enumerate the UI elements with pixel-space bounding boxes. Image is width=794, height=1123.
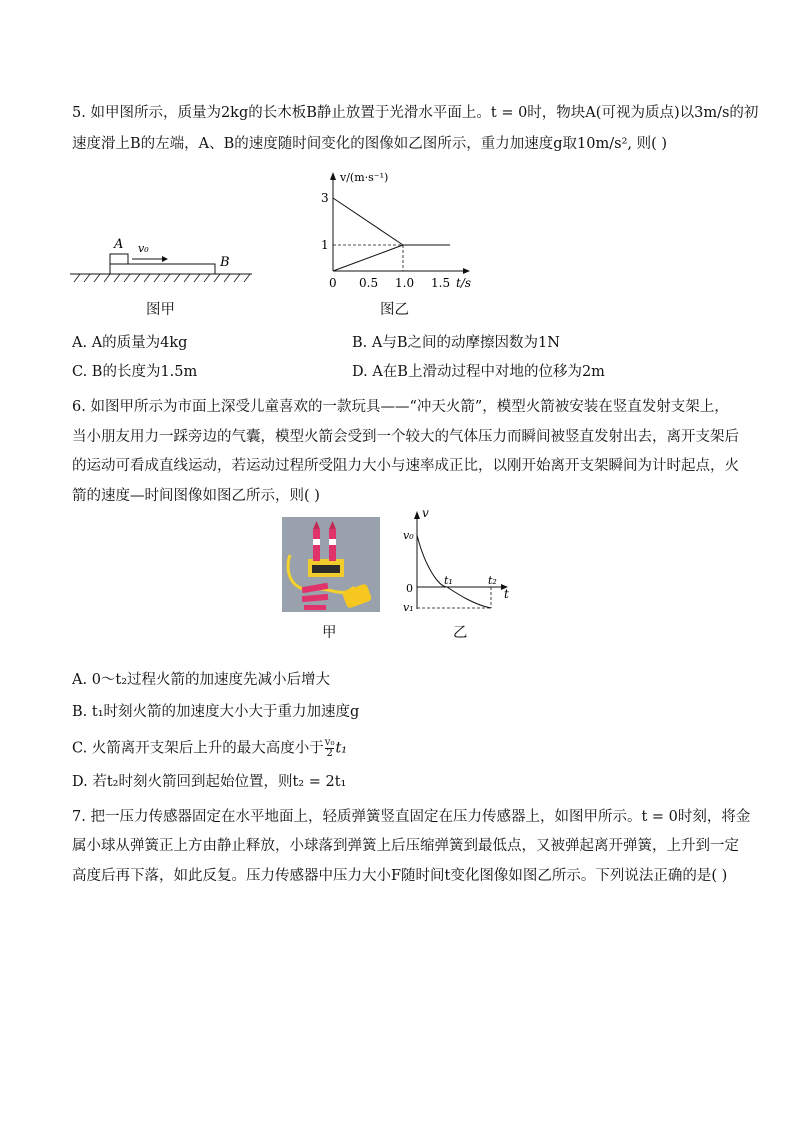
y-tick-3: 3 — [321, 191, 329, 205]
x-tick-0: 0 — [329, 276, 337, 290]
q5-line-2: 速度滑上B的左端，A、B的速度随时间变化的图像如乙图所示，重力加速度g取10m/s², 则( ) — [72, 136, 668, 152]
x-arrow-icon — [463, 268, 470, 274]
q7-line-1: 7. 把一压力传感器固定在水平地面上，轻质弹簧竖直固定在压力传感器上，如图甲所示。t = 0时刻，将金 — [72, 809, 751, 825]
line-b — [333, 245, 403, 271]
q5-option-c: C. B的长度为1.5m — [72, 364, 198, 380]
y-arrow-icon — [414, 511, 420, 519]
q5-option-a: A. A的质量为4kg — [72, 335, 188, 351]
ground-hatching — [74, 274, 250, 282]
q7-line-3: 高度后再下落，如此反复。压力传感器中压力大小F随时间t变化图像如图乙所示。下列说法正确的是( ) — [72, 868, 728, 884]
x-label: t — [504, 587, 509, 601]
q5-fig-yi — [300, 168, 490, 293]
y-label: v/(m·s⁻¹) — [340, 171, 389, 184]
q6-line-3: 的运动可看成直线运动，若运动过程所受阻力大小与速率成正比，以刚开始离开支架瞬间为计时起点，火 — [72, 458, 739, 474]
fraction-numerator: v₀ — [324, 737, 335, 748]
label-v1: v₁ — [403, 601, 414, 614]
q5-caption-jia: 图甲 — [146, 302, 175, 318]
q6-fig-yi — [395, 505, 515, 617]
label-a: A — [114, 237, 124, 252]
y-label: v — [422, 506, 429, 520]
q6-caption-yi: 乙 — [453, 625, 468, 641]
label-v0: v₀ — [403, 529, 414, 542]
q6-option-c-text: C. 火箭离开支架后上升的最大高度小于 — [72, 740, 324, 757]
board-b — [110, 264, 215, 274]
fraction-denominator: 2 — [326, 748, 333, 759]
q7-line-2: 属小球从弹簧正上方由静止释放，小球落到弹簧上后压缩弹簧到最低点，又被弹起离开弹簧，上升到一定 — [72, 838, 739, 854]
q6-line-2: 当小朋友用力一踩旁边的气囊，模型火箭会受到一个较大的气体压力而瞬间被竖直发射出去，离开支架后 — [72, 429, 739, 445]
q5-caption-yi: 图乙 — [380, 302, 409, 318]
q5-option-d: D. A在B上滑动过程中对地的位移为2m — [352, 364, 605, 380]
arrowhead-icon — [162, 256, 168, 262]
q6-line-1: 6. 如图甲所示为市面上深受儿童喜欢的一款玩具——“冲天火箭”，模型火箭被安装在竖直发射支架上， — [72, 399, 729, 415]
launcher-frame — [312, 565, 340, 573]
q5-line-1: 5. 如甲图所示，质量为2kg的长木板B静止放置于光滑水平面上。t = 0时，物块A(可视为质点)以3m/s的初 — [72, 105, 759, 121]
q6-option-a: A. 0～t₂过程火箭的加速度先减小后增大 — [72, 672, 331, 688]
q6-option-c-fraction — [325, 738, 335, 759]
label-origin: 0 — [406, 582, 413, 595]
label-b: B — [220, 255, 230, 270]
velocity-curve — [417, 535, 491, 608]
y-tick-1: 1 — [321, 238, 329, 252]
q6-option-b: B. t₁时刻火箭的加速度大小大于重力加速度g — [72, 704, 360, 720]
q5-option-b: B. A与B之间的动摩擦因数为1N — [352, 335, 560, 351]
q6-photo-rocket-toy — [282, 517, 380, 612]
x-tick-05: 0.5 — [359, 276, 379, 290]
line-a — [333, 198, 403, 245]
x-label: t/s — [456, 276, 472, 290]
y-arrow-icon — [330, 172, 336, 180]
x-tick-15: 1.5 — [431, 276, 451, 290]
x-tick-10: 1.0 — [395, 276, 415, 290]
q6-option-d: D. 若t₂时刻火箭回到起始位置，则t₂ = 2t₁ — [72, 774, 347, 790]
label-v0: v₀ — [138, 242, 149, 255]
q6-option-c-t1: t₁ — [335, 740, 348, 757]
q6-line-4: 箭的速度—时间图像如图乙所示，则( ) — [72, 488, 320, 504]
q5-fig-jia — [70, 232, 260, 292]
q6-option-c — [72, 738, 347, 759]
spare-rocket-3 — [304, 605, 326, 610]
q6-caption-jia: 甲 — [322, 625, 337, 641]
block-a — [110, 254, 128, 264]
label-t2: t₂ — [488, 574, 497, 587]
label-t1: t₁ — [444, 574, 453, 587]
